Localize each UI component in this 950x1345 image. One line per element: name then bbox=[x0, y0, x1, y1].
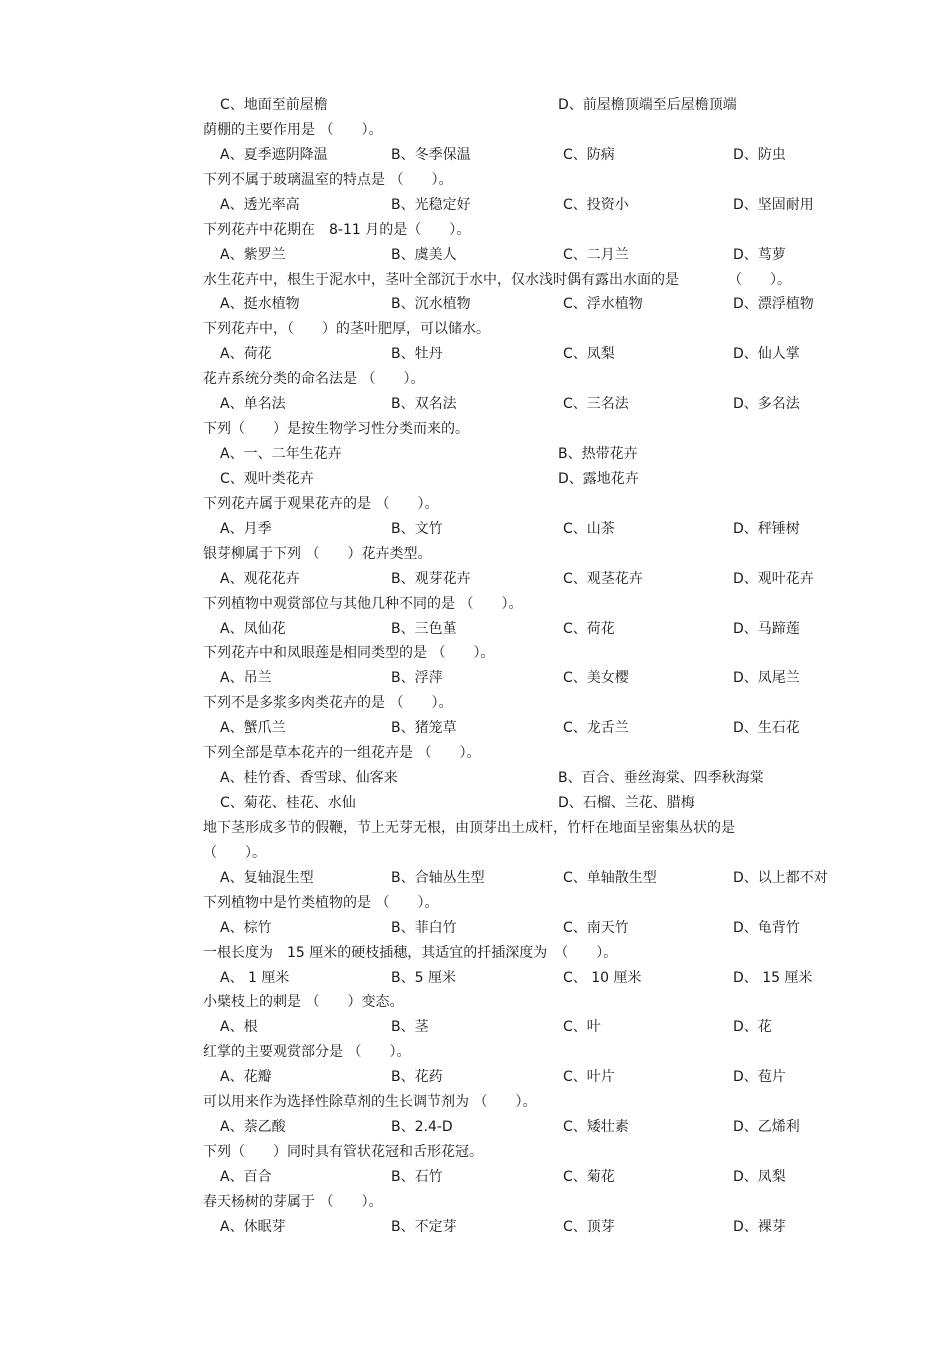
question-text: 地下茎形成多节的假鞭，节上无芽无根，由顶芽出土成杆，竹杆在地面呈密集丛状的是 bbox=[203, 820, 735, 836]
answer-option: C、山茶 bbox=[563, 521, 615, 537]
options-line bbox=[0, 1017, 950, 1037]
answer-option: A、透光率高 bbox=[220, 197, 300, 213]
answer-option: A、棕竹 bbox=[220, 920, 272, 936]
options-line bbox=[0, 444, 950, 464]
options-line bbox=[0, 245, 950, 265]
options-line bbox=[0, 668, 950, 688]
answer-option: D、凤梨 bbox=[733, 1169, 786, 1185]
answer-option: D、观叶花卉 bbox=[733, 571, 814, 587]
answer-option: C、防病 bbox=[563, 147, 615, 163]
answer-option: D、防虫 bbox=[733, 147, 786, 163]
answer-option: A、百合 bbox=[220, 1169, 272, 1185]
answer-option: C、凤梨 bbox=[563, 346, 615, 362]
question-text: 小檗枝上的刺是 （ ）变态。 bbox=[203, 994, 404, 1010]
answer-option: C、矮壮素 bbox=[563, 1119, 629, 1135]
answer-option: A、一、二年生花卉 bbox=[220, 446, 342, 462]
answer-option: D、乙烯利 bbox=[733, 1119, 800, 1135]
question-text: 一根长度为 15 厘米的硬枝插穗，其适宜的扦插深度为 （ ）。 bbox=[203, 945, 618, 961]
answer-option: C、二月兰 bbox=[563, 247, 629, 263]
question-line bbox=[0, 170, 950, 190]
question-line bbox=[0, 220, 950, 240]
answer-option: A、凤仙花 bbox=[220, 621, 286, 637]
answer-option: C、 10 厘米 bbox=[563, 970, 642, 986]
question-line bbox=[0, 843, 950, 863]
options-line bbox=[0, 768, 950, 788]
answer-option: C、单轴散生型 bbox=[563, 870, 657, 886]
answer-option: B、双名法 bbox=[391, 396, 457, 412]
answer-option: D、前屋檐顶端至后屋檐顶端 bbox=[558, 97, 737, 113]
question-text: 水生花卉中，根生于泥水中，茎叶全部沉于水中，仅水浅时偶有露出水面的是 （ ）。 bbox=[203, 272, 791, 288]
question-text: 下列花卉中和凤眼莲是相同类型的是 （ ）。 bbox=[203, 645, 495, 661]
options-line bbox=[0, 519, 950, 539]
options-line bbox=[0, 1167, 950, 1187]
answer-option: C、观茎花卉 bbox=[563, 571, 643, 587]
answer-option: A、荷花 bbox=[220, 346, 272, 362]
options-line bbox=[0, 195, 950, 215]
question-text: 下列花卉属于观果花卉的是 （ ）。 bbox=[203, 496, 439, 512]
answer-option: B、热带花卉 bbox=[558, 446, 638, 462]
answer-option: A、夏季遮阴降温 bbox=[220, 147, 328, 163]
answer-option: A、复轴混生型 bbox=[220, 870, 314, 886]
answer-option: C、荷花 bbox=[563, 621, 615, 637]
answer-option: B、猪笼草 bbox=[391, 720, 457, 736]
options-line bbox=[0, 968, 950, 988]
question-line bbox=[0, 743, 950, 763]
answer-option: D、石榴、兰花、腊梅 bbox=[558, 795, 695, 811]
answer-option: B、文竹 bbox=[391, 521, 443, 537]
answer-option: B、石竹 bbox=[391, 1169, 443, 1185]
answer-option: C、叶 bbox=[563, 1019, 601, 1035]
answer-option: D、马蹄莲 bbox=[733, 621, 800, 637]
answer-option: B、牡丹 bbox=[391, 346, 443, 362]
question-text: （ ）。 bbox=[203, 845, 266, 861]
answer-option: C、三名法 bbox=[563, 396, 629, 412]
answer-option: C、地面至前屋檐 bbox=[220, 97, 328, 113]
question-line bbox=[0, 120, 950, 140]
options-line bbox=[0, 619, 950, 639]
question-line bbox=[0, 992, 950, 1012]
options-line bbox=[0, 868, 950, 888]
answer-option: B、花药 bbox=[391, 1069, 443, 1085]
answer-option: A、挺水植物 bbox=[220, 296, 300, 312]
answer-option: C、投资小 bbox=[563, 197, 629, 213]
answer-option: C、菊花 bbox=[563, 1169, 615, 1185]
answer-option: C、浮水植物 bbox=[563, 296, 643, 312]
answer-option: C、菊花、桂花、水仙 bbox=[220, 795, 356, 811]
question-line bbox=[0, 893, 950, 913]
answer-option: A、吊兰 bbox=[220, 670, 272, 686]
answer-option: D、秤锤树 bbox=[733, 521, 800, 537]
question-text: 下列全部是草本花卉的一组花卉是 （ ）。 bbox=[203, 745, 481, 761]
answer-option: D、茑萝 bbox=[733, 247, 786, 263]
question-text: 春天杨树的芽属于 （ ）。 bbox=[203, 1194, 383, 1210]
answer-option: D、生石花 bbox=[733, 720, 800, 736]
answer-option: A、单名法 bbox=[220, 396, 286, 412]
answer-option: A、观花花卉 bbox=[220, 571, 300, 587]
answer-option: D、以上都不对 bbox=[733, 870, 828, 886]
question-line bbox=[0, 1192, 950, 1212]
question-line bbox=[0, 943, 950, 963]
answer-option: D、裸芽 bbox=[733, 1219, 786, 1235]
answer-option: D、漂浮植物 bbox=[733, 296, 814, 312]
answer-option: C、顶芽 bbox=[563, 1219, 615, 1235]
answer-option: C、观叶类花卉 bbox=[220, 471, 314, 487]
answer-option: A、月季 bbox=[220, 521, 272, 537]
answer-option: B、百合、垂丝海棠、四季秋海棠 bbox=[558, 770, 764, 786]
question-text: 下列不属于玻璃温室的特点是 （ ）。 bbox=[203, 172, 453, 188]
question-line bbox=[0, 1142, 950, 1162]
answer-option: D、坚固耐用 bbox=[733, 197, 814, 213]
options-line bbox=[0, 718, 950, 738]
question-text: 花卉系统分类的命名法是 （ ）。 bbox=[203, 371, 425, 387]
answer-option: D、苞片 bbox=[733, 1069, 786, 1085]
answer-option: B、不定芽 bbox=[391, 1219, 457, 1235]
question-text: 下列（ ）是按生物学习性分类而来的。 bbox=[203, 421, 469, 437]
question-line bbox=[0, 594, 950, 614]
answer-option: B、浮萍 bbox=[391, 670, 443, 686]
answer-option: D、多名法 bbox=[733, 396, 800, 412]
question-text: 下列植物中观赏部位与其他几种不同的是 （ ）。 bbox=[203, 596, 523, 612]
options-line bbox=[0, 569, 950, 589]
answer-option: B、2.4-D bbox=[391, 1119, 453, 1135]
options-line bbox=[0, 95, 950, 115]
answer-option: B、三色堇 bbox=[391, 621, 457, 637]
answer-option: B、冬季保温 bbox=[391, 147, 471, 163]
question-line bbox=[0, 1092, 950, 1112]
question-line bbox=[0, 643, 950, 663]
options-line bbox=[0, 793, 950, 813]
question-line bbox=[0, 818, 950, 838]
answer-option: C、美女樱 bbox=[563, 670, 629, 686]
answer-option: B、菲白竹 bbox=[391, 920, 457, 936]
answer-option: A、花瓣 bbox=[220, 1069, 272, 1085]
question-text: 下列不是多浆多肉类花卉的是 （ ）。 bbox=[203, 695, 453, 711]
answer-option: A、根 bbox=[220, 1019, 258, 1035]
answer-option: D、龟背竹 bbox=[733, 920, 800, 936]
question-line bbox=[0, 494, 950, 514]
answer-option: A、 1 厘米 bbox=[220, 970, 290, 986]
answer-option: B、虞美人 bbox=[391, 247, 457, 263]
answer-option: B、茎 bbox=[391, 1019, 429, 1035]
question-line bbox=[0, 319, 950, 339]
answer-option: A、蟹爪兰 bbox=[220, 720, 286, 736]
options-line bbox=[0, 394, 950, 414]
question-line bbox=[0, 544, 950, 564]
question-text: 银芽柳属于下列 （ ）花卉类型。 bbox=[203, 546, 432, 562]
question-line bbox=[0, 419, 950, 439]
answer-option: A、桂竹香、香雪球、仙客来 bbox=[220, 770, 398, 786]
answer-option: C、叶片 bbox=[563, 1069, 615, 1085]
answer-option: B、观芽花卉 bbox=[391, 571, 471, 587]
question-text: 下列（ ）同时具有管状花冠和舌形花冠。 bbox=[203, 1144, 483, 1160]
options-line bbox=[0, 469, 950, 489]
answer-option: B、合轴丛生型 bbox=[391, 870, 485, 886]
answer-option: C、龙舌兰 bbox=[563, 720, 629, 736]
answer-option: A、休眠芽 bbox=[220, 1219, 286, 1235]
question-text: 可以用来作为选择性除草剂的生长调节剂为 （ ）。 bbox=[203, 1094, 537, 1110]
options-line bbox=[0, 918, 950, 938]
answer-option: D、 15 厘米 bbox=[733, 970, 813, 986]
options-line bbox=[0, 1217, 950, 1237]
question-line bbox=[0, 270, 950, 290]
question-text: 下列花卉中，（ ）的茎叶肥厚，可以储水。 bbox=[203, 321, 490, 337]
answer-option: D、仙人掌 bbox=[733, 346, 800, 362]
options-line bbox=[0, 145, 950, 165]
options-line bbox=[0, 344, 950, 364]
answer-option: D、露地花卉 bbox=[558, 471, 639, 487]
answer-option: A、紫罗兰 bbox=[220, 247, 286, 263]
options-line bbox=[0, 1117, 950, 1137]
options-line bbox=[0, 294, 950, 314]
answer-option: C、南天竹 bbox=[563, 920, 629, 936]
question-text: 荫棚的主要作用是 （ ）。 bbox=[203, 122, 383, 138]
answer-option: B、5 厘米 bbox=[391, 970, 456, 986]
answer-option: B、沉水植物 bbox=[391, 296, 471, 312]
answer-option: A、萘乙酸 bbox=[220, 1119, 286, 1135]
answer-option: D、花 bbox=[733, 1019, 772, 1035]
question-line bbox=[0, 693, 950, 713]
question-line bbox=[0, 1042, 950, 1062]
question-line bbox=[0, 369, 950, 389]
answer-option: D、凤尾兰 bbox=[733, 670, 800, 686]
answer-option: B、光稳定好 bbox=[391, 197, 471, 213]
options-line bbox=[0, 1067, 950, 1087]
question-text: 下列花卉中花期在 8-11 月的是（ ）。 bbox=[203, 222, 471, 238]
question-text: 红掌的主要观赏部分是 （ ）。 bbox=[203, 1044, 411, 1060]
question-text: 下列植物中是竹类植物的是 （ ）。 bbox=[203, 895, 439, 911]
